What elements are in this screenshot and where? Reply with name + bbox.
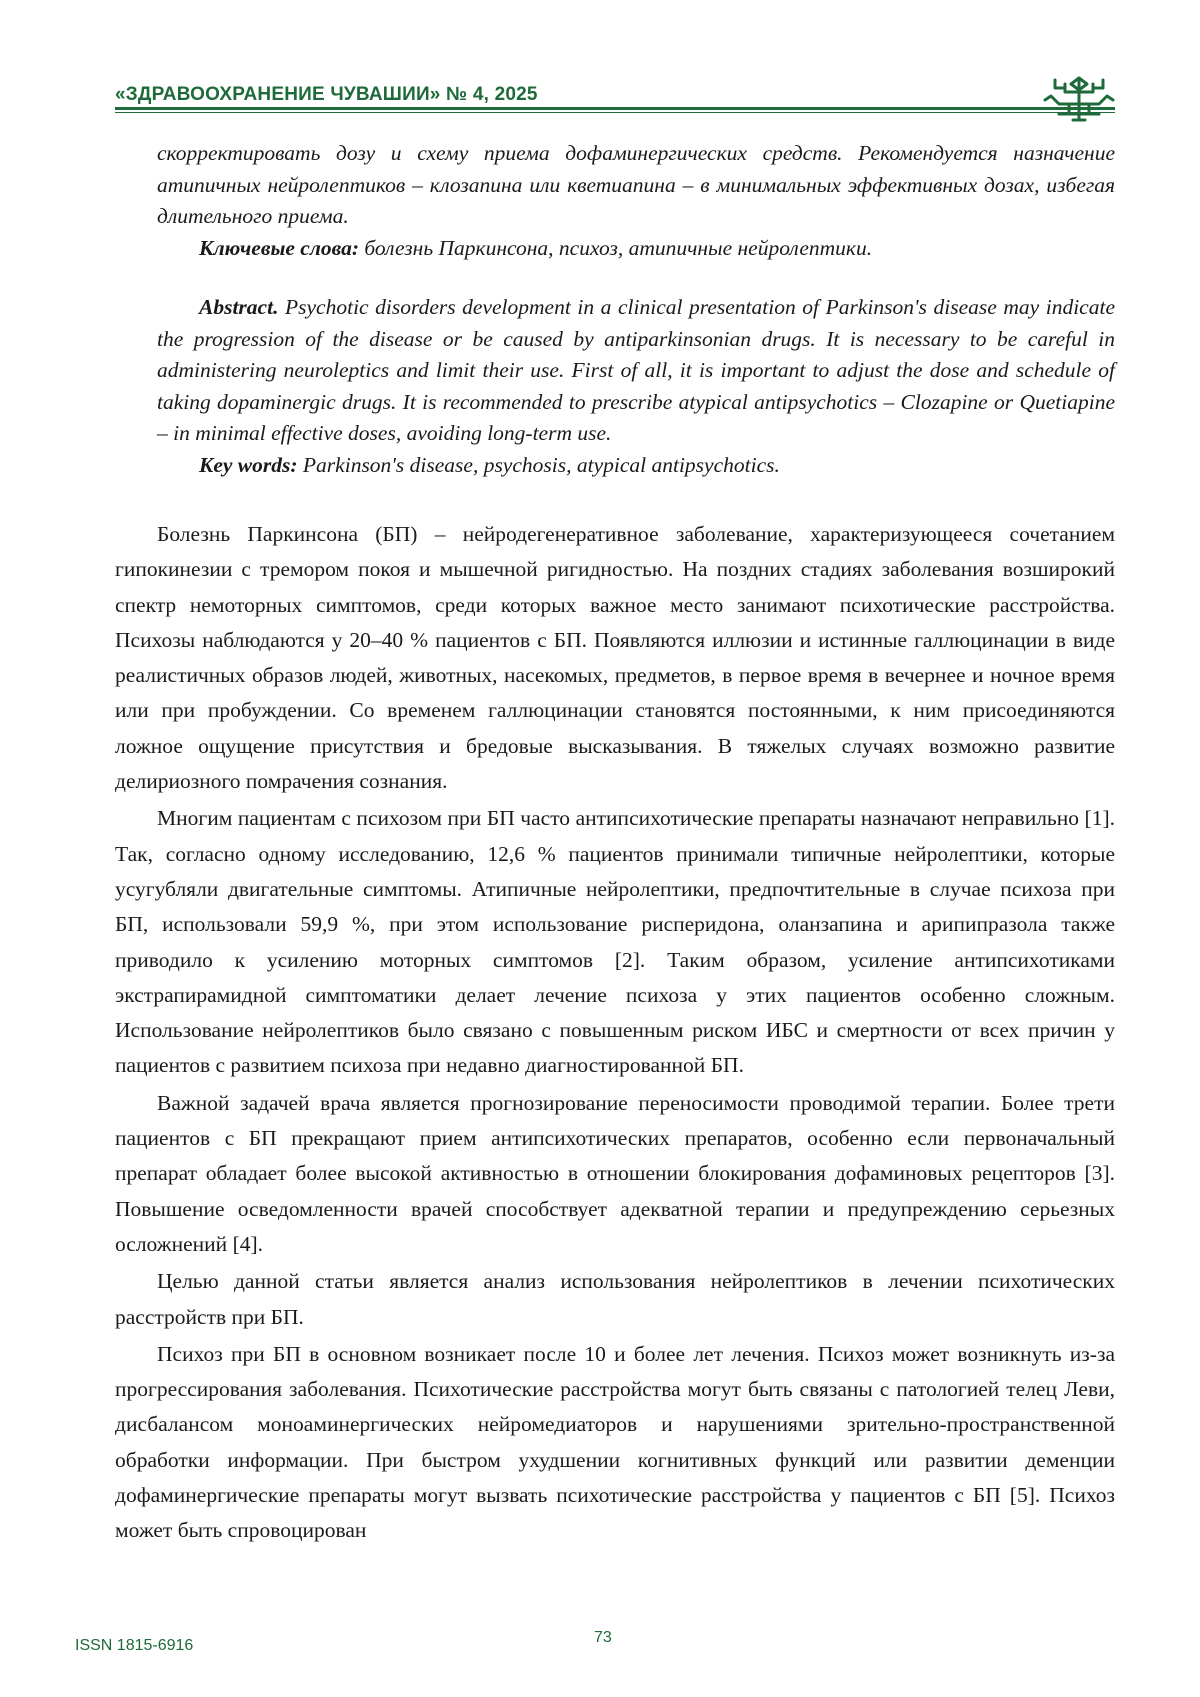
footer-issn: ISSN 1815-6916 (75, 1637, 194, 1654)
chuvash-tree-emblem-icon (1043, 70, 1115, 122)
header-rule (115, 107, 1115, 113)
page-number: 73 (594, 1629, 612, 1646)
keywords-en (157, 450, 1115, 482)
page-content (115, 138, 1115, 1551)
body-paragraph: Целью данной статьи является анализ использования нейролептиков в лечении психотических расстройств при БП. (115, 1269, 1115, 1329)
abstract-en-label: Abstract. (199, 295, 279, 319)
abstract-ru (157, 138, 1115, 481)
keywords-en-label: Key words: (199, 452, 298, 477)
keywords-ru-label: Ключевые слова: (199, 235, 359, 260)
keywords-ru (157, 233, 1115, 265)
abstract-ru-continuation: скорректировать дозу и схему приема дофаминергических средств. Рекомендуется назначение атипичных нейролептиков – клозапина или кветиапина – в минимальных эффективных дозах, избегая длительного приема. (157, 141, 1115, 228)
body-paragraph: Многим пациентам с психозом при БП часто антипсихотические препараты назначают неправильно [1]. Так, согласно одному исследованию, 12,6 % пациентов принимали типичные нейролептики, которые усугубляли двигательные симптомы. Атипичные нейролептики, предпочтительные в случае психоза при БП, использовали 59,9 %, при этом использование рисперидона, оланзапина и арипипразола также приводило к усилению моторных симптомов [2]. Таким образом, усиление антипсихотиками экстрапирамидной симптоматики делает лечение психоза у этих пациентов особенно сложным. Использование нейролептиков было связано с повышенным риском ИБС и смертности от всех причин у пациентов с развитием психоза при недавно диагностированной БП. (115, 806, 1115, 1078)
journal-title: «ЗДРАВООХРАНЕНИЕ ЧУВАШИИ» № 4, 2025 (115, 84, 538, 105)
abstract-en (157, 292, 1115, 450)
abstract-en-text: Psychotic disorders development in a clinical presentation of Parkinson's disease may indicate the progression of the disease or be caused by antiparkinsonian drugs. It is necessary to be careful in administering neuroleptics and limit their use. First of all, it is important to adjust the dose and schedule of taking dopaminergic drugs. It is recommended to prescribe atypical antipsychotics – Clozapine or Quetiapine – in minimal effective doses, avoiding long-term use. (157, 295, 1115, 445)
body-paragraph: Болезнь Паркинсона (БП) – нейродегенеративное заболевание, характеризующееся сочетанием гипокинезии с тремором покоя и мышечной ригидностью. На поздних стадиях заболевания возширокий спектр немоторных симптомов, среди которых важное место занимают психотические расстройства. Психозы наблюдаются у 20–40 % пациентов с БП. Появляются иллюзии и истинные галлюцинации в виде реалистичных образов людей, животных, насекомых, предметов, в первое время в вечернее и ночное время или при пробуждении. Со временем галлюцинации становятся постоянными, к ним присоединяются ложное ощущение присутствия и бредовые высказывания. В тяжелых случаях возможно развитие делириозного помрачения сознания. (115, 522, 1115, 794)
article-body (115, 517, 1115, 1549)
keywords-en-text: Parkinson's disease, psychosis, atypical antipsychotics. (297, 452, 780, 477)
body-paragraph: Важной задачей врача является прогнозирование переносимости проводимой терапии. Более трети пациентов с БП прекращают прием антипсихотических препаратов, особенно если первоначальный препарат обладает более высокой активностью в отношении блокирования дофаминовых рецепторов [3]. Повышение осведомленности врачей способствует адекватной терапии и предупреждению серьезных осложнений [4]. (115, 1090, 1115, 1256)
body-paragraph: Психоз при БП в основном возникает после 10 и более лет лечения. Психоз может возникнуть из-за прогрессирования заболевания. Психотические расстройства могут быть связаны с патологией телец Леви, дисбалансом моноаминергических нейромедиаторов и нарушениями зрительно-пространственной обработки информации. При быстром ухудшении когнитивных функций или развитии деменции дофаминергические препараты могут вызвать психотические расстройства у пациентов с БП [5]. Психоз может быть спровоцирован (115, 1341, 1115, 1543)
keywords-ru-text: болезнь Паркинсона, психоз, атипичные нейролептики. (359, 235, 873, 260)
